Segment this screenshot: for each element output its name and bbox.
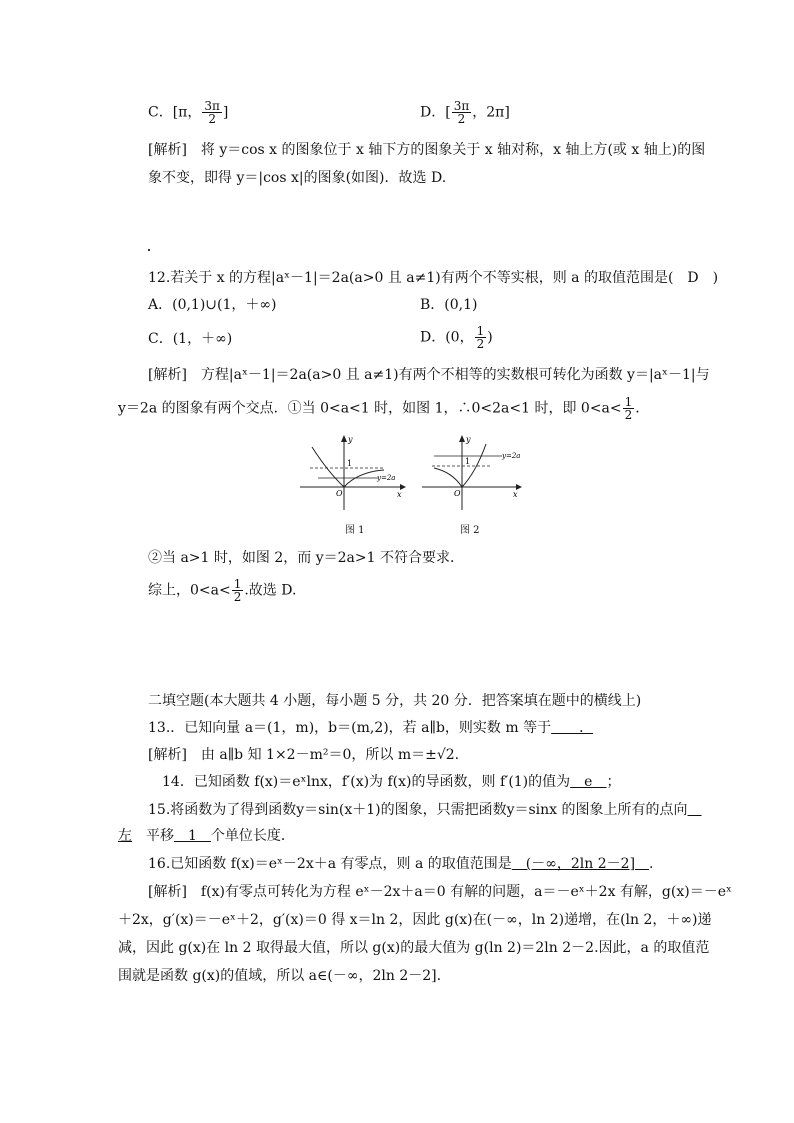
answer-blank: (－∞，2ln 2－2] bbox=[511, 856, 650, 872]
answer-blank: e bbox=[570, 774, 607, 790]
label-x: x bbox=[513, 490, 518, 499]
q11-analysis-line1: [解析] 将 y＝cos x 的图象位于 x 轴下方的图象关于 x 轴对称，x 轴上方(或 x 轴上)的图 bbox=[148, 142, 706, 158]
q13-analysis: [解析] 由 a∥b 知 1×2－m²＝0，所以 m＝±√2. bbox=[148, 747, 460, 763]
fraction: $\frac{3\pi}{2}$ bbox=[453, 99, 470, 126]
label-origin: O bbox=[454, 489, 461, 498]
q12-option-c: C．(1，＋∞) bbox=[148, 331, 233, 347]
answer-blank: 1 bbox=[174, 828, 211, 844]
fraction: $\frac{1}{2}$ bbox=[624, 395, 633, 422]
q11-option-c: C．[π， $\frac{3\pi}{2}$ ] bbox=[148, 99, 229, 126]
fraction: $\frac{1}{2}$ bbox=[233, 577, 242, 604]
q12-analysis-line1: [解析] 方程|aˣ－1|＝2a(a>0 且 a≠1)有两个不相等的实数根可转化为函数 y＝|aˣ－1|与 bbox=[148, 367, 710, 383]
answer-blank: ． bbox=[551, 720, 594, 736]
q12-stem: 12.若关于 x 的方程|aˣ－1|＝2a(a>0 且 a≠1)有两个不等实根，则 a 的取值范围是( D ) bbox=[148, 270, 719, 286]
label-line: y=2a bbox=[502, 452, 521, 460]
q16-analysis-line2: ＋2x，g′(x)＝－eˣ＋2，g′(x)＝0 得 x＝ln 2，因此 g(x)在(－∞，ln 2)递增，在(ln 2，＋∞)递 bbox=[118, 912, 712, 928]
q12-option-a: A．(0,1)∪(1，＋∞) bbox=[148, 297, 277, 313]
q16-analysis-line4: 围就是函数 g(x)的值域，所以 a∈(－∞，2ln 2－2]. bbox=[118, 968, 442, 984]
q16-stem: 16.已知函数 f(x)＝eˣ－2x＋a 有零点，则 a 的取值范围是 (－∞，2ln 2－2] . bbox=[148, 856, 654, 872]
figure-1-caption: 图 1 bbox=[345, 525, 365, 536]
q14-stem: 14．已知函数 f(x)＝eˣlnx，f′(x)为 f(x)的导函数，则 f′(1)的值为 e ； bbox=[162, 774, 621, 790]
answer-blank bbox=[688, 802, 702, 818]
q11-option-d: D．[ $\frac{3\pi}{2}$ ，2π] bbox=[420, 99, 510, 126]
q12-analysis-line4: 综上，0<a< $\frac{1}{2}$ .故选 D. bbox=[148, 577, 297, 604]
fraction: $\frac{3\pi}{2}$ bbox=[204, 99, 220, 126]
q12-option-b: B．(0,1) bbox=[420, 297, 478, 313]
q11-analysis-line2: 象不变，即得 y＝|cos x|的图象(如图)．故选 D. bbox=[148, 170, 447, 186]
figure-2-caption: 图 2 bbox=[460, 525, 480, 536]
figure-2-graph bbox=[420, 432, 530, 512]
y-axis-arrow bbox=[459, 435, 465, 442]
stray-dot bbox=[148, 249, 150, 251]
q12-analysis-line3: ②当 a>1 时，如图 2，而 y＝2a>1 不符合要求． bbox=[148, 550, 464, 566]
q16-analysis-line1: [解析] f(x)有零点可转化为方程 eˣ－2x＋a＝0 有解的问题，a＝－eˣ＋2x 有解，g(x)＝－eˣ bbox=[148, 884, 732, 900]
q15-line2: 左 平移 1 个单位长度． bbox=[118, 828, 295, 844]
label-line: y=2a bbox=[377, 474, 396, 482]
answer-blank: 左 bbox=[118, 828, 132, 844]
label-x: x bbox=[397, 490, 402, 499]
curve bbox=[434, 444, 486, 487]
q16-analysis-line3: 减，因此 g(x)在 ln 2 取得最大值，所以 g(x)的最大值为 g(ln 2)＝2ln 2－2.因此，a 的取值范 bbox=[118, 940, 710, 956]
q12-analysis-line2: y＝2a 的图象有两个交点．①当 0<a<1 时，如图 1，∴0<2a<1 时，即 0<a< $\frac{1}{2}$ . bbox=[118, 395, 640, 422]
label-one: 1 bbox=[347, 459, 353, 468]
label-y: y bbox=[348, 435, 353, 444]
q15-line1: 15.将函数为了得到函数y＝sin(x＋1)的图象，只需把函数y＝sinx 的图象上所有的点向 bbox=[148, 801, 702, 819]
label-one: 1 bbox=[465, 457, 471, 466]
label-origin: O bbox=[336, 489, 343, 498]
section-heading: 二填空题(本大题共 4 小题，每小题 5 分，共 20 分．把答案填在题中的横线上) bbox=[148, 693, 642, 709]
q12-option-d: D．(0， $\frac{1}{2}$ ) bbox=[420, 324, 493, 351]
fraction: $\frac{1}{2}$ bbox=[476, 324, 485, 351]
figure-1-graph bbox=[298, 432, 408, 512]
y-axis-arrow bbox=[341, 435, 347, 442]
label-y: y bbox=[466, 435, 471, 444]
q13-stem: 13.．已知向量 a＝(1，m)，b＝(m,2)，若 a∥b，则实数 m 等于 ． bbox=[148, 720, 594, 736]
